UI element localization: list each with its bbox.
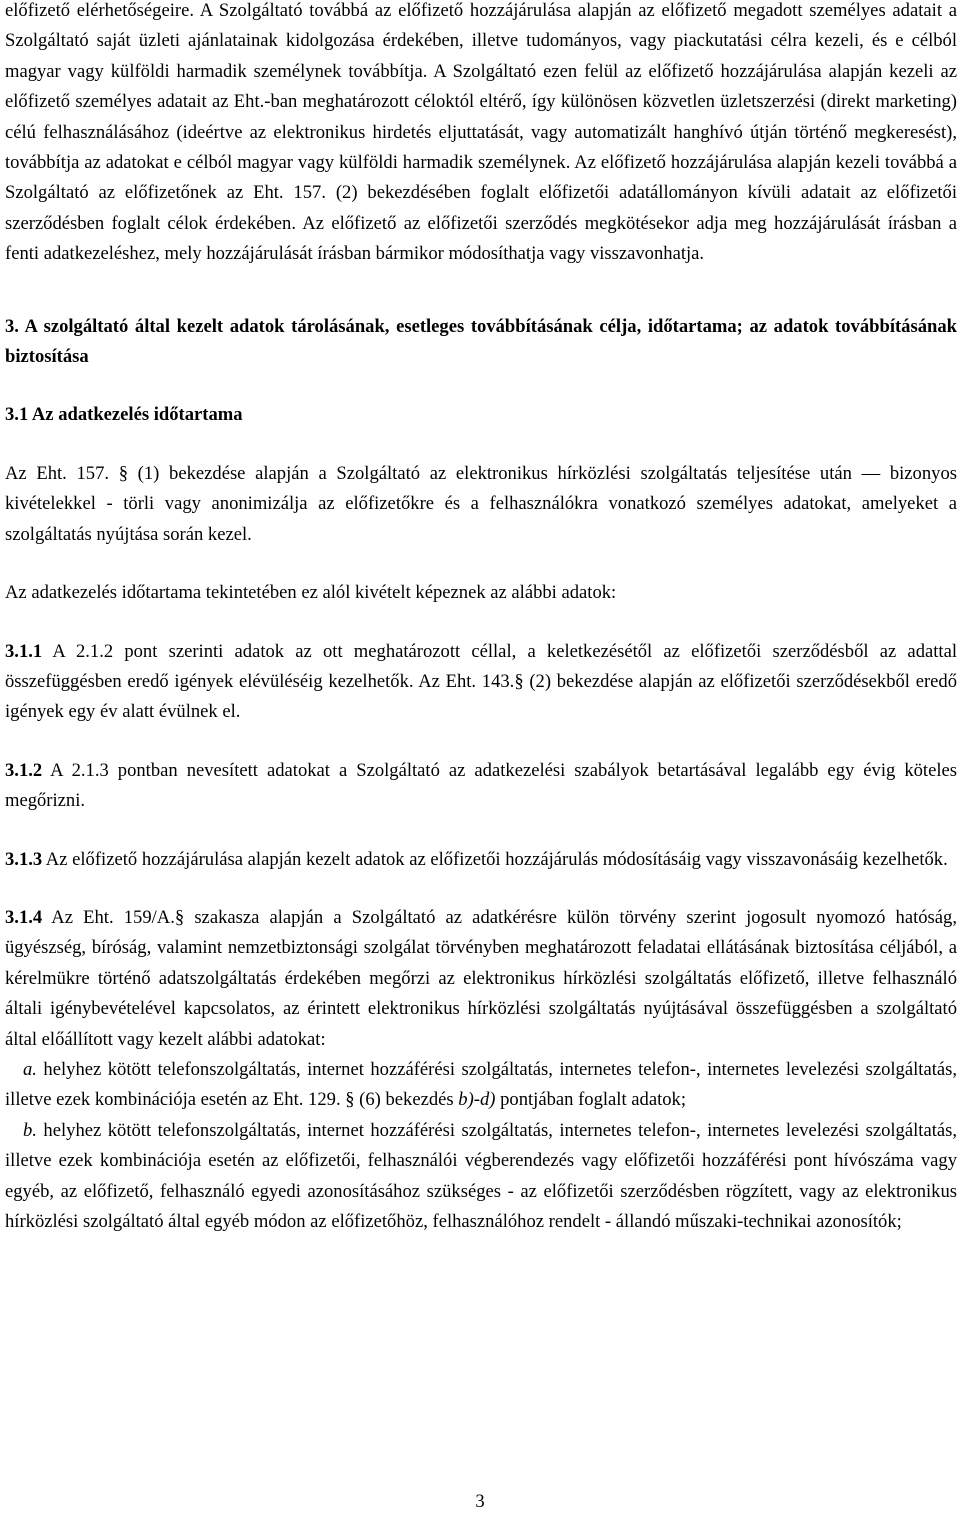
- spacer: [5, 609, 957, 637]
- spacer: [5, 431, 957, 459]
- spacer: [5, 372, 957, 400]
- section-3-1-paragraph: Az Eht. 157. § (1) bekezdése alapján a Szolgáltató az elektronikus hírközlési szolgáltatás teljesítése után — bizonyos kivételekkel - törli vagy anonimizálja az előfizetőkre és a felhasználókra vonatkozó személyes adatokat, amelyeket a szolgáltatás nyújtása során kezel.: [5, 462, 957, 545]
- consent-paragraph: [5, 0, 957, 270]
- spacer: [5, 817, 957, 845]
- list-marker-b: b.: [23, 1119, 37, 1141]
- section-3-1-heading: 3.1 Az adatkezelés időtartama: [5, 404, 243, 426]
- item-3-1-2: [5, 756, 957, 817]
- item-text: A 2.1.3 pontban nevesített adatokat a Szolgáltató az adatkezelési szabályok betartásával legalább egy évig köteles megőrizni.: [5, 759, 957, 812]
- list-tail-a: pontjában foglalt adatok;: [495, 1089, 687, 1111]
- item-text: Az előfizető hozzájárulása alapján kezelt adatok az előfizetői hozzájárulás módosításáig vagy visszavonásáig kezelhetők.: [42, 848, 948, 870]
- item-3-1-3: [5, 845, 957, 875]
- item-text: A 2.1.2 pont szerinti adatok az ott meghatározott céllal, a keletkezésétől az előfizetői szerződésből az adattal összefüggésben eredő igények elévüléséig kezelhetők. Az Eht. 143.§ (2) bekezdése alapján az előfizetői szerződésekből eredő igények egy év alatt évülnek el.: [5, 640, 957, 723]
- list-text-b: helyhez kötött telefonszolgáltatás, internet hozzáférési szolgáltatás, internetes telefon-, internetes levelezési szolgáltatás, illetve ezek kombinációja esetén az előfizetői, felhasználói végberendezés vagy előfizetői hozzáférési pont hívószáma vagy egyéb, az előfizető, felhasználó egyedi azonosításához szükséges - az előfizetői szerződésben rögzített, vagy az elektronikus hírközlési szolgáltató által egyéb módon az előfizetőhöz, felhasználóhoz rendelt - állandó műszaki-technikai azonosítók;: [5, 1119, 957, 1232]
- consent-text-3: Az előfizető hozzájárulása alapján kezeli továbbá a Szolgáltató az előfizetőnek az Eht. 157. (2) bekezdésében foglalt előfizetői adatállományon kívüli adatait az előfizetői szerződésben foglalt célok érdekében.: [5, 152, 957, 234]
- consent-text-4: Az előfizető az előfizetői szerződés megkötésekor adja meg hozzájárulását írásban a fenti adatkezeléshez, mely hozzájárulását írásban bármikor módosíthatja vagy visszavonhatja.: [5, 212, 957, 265]
- list-item-b: [5, 1116, 957, 1238]
- exceptions-intro: Az adatkezelés időtartama tekintetében ez alól kivételt képeznek az alábbi adatok:: [5, 582, 617, 604]
- spacer: [5, 728, 957, 756]
- list-item-a: [5, 1055, 957, 1116]
- item-number: 3.1.2: [5, 759, 43, 781]
- list-marker-a: a.: [23, 1058, 37, 1080]
- item-3-1-4: [5, 903, 957, 1055]
- spacer: [5, 875, 957, 903]
- page-number: 3: [475, 1491, 485, 1512]
- item-text: Az Eht. 159/A.§ szakasza alapján a Szolgáltató az adatkérésre külön törvény szerint jogosult nyomozó hatóság, ügyészség, bíróság, valamint nemzetbiztonsági szolgálat törvényben meghatározott feladatai ellátásának biztosítása céljából, a kérelmükre történő adatszolgáltatás érdekében megőrzi az elektronikus hírközlési szolgáltatás előfizető, illetve felhasználó általi igénybevételével kapcsolatos, az érintett elektronikus hírközlési szolgáltatás nyújtásával összefüggésben a szolgáltató által előállított vagy kezelt alábbi adatokat:: [5, 906, 957, 1050]
- item-number: 3.1.1: [5, 640, 43, 662]
- document-page: [5, 0, 957, 1237]
- item-number: 3.1.4: [5, 906, 43, 928]
- list-text-a: helyhez kötött telefonszolgáltatás, internet hozzáférési szolgáltatás, internetes telefon-, internetes levelezési szolgáltatás, illetve ezek kombinációja esetén az Eht. 129. § (6) bekezdés: [5, 1058, 957, 1111]
- section-3-heading: 3. A szolgáltató által kezelt adatok tárolásának, esetleges továbbításának célja, időtartama; az adatok továbbításának biztosítása: [5, 315, 957, 368]
- item-number: 3.1.3: [5, 848, 43, 870]
- consent-text-2: A Szolgáltató ezen felül az előfizető hozzájárulása alapján kezeli az előfizető személyes adatait az Eht.-ban meghatározott céloktól eltérő, így különösen közvetlen üzletszerzési (direkt marketing) célú felhasználásához (ideértve az elektronikus hirdetés eljuttatását, vagy automatizált hanghívó útján történő megkeresést), továbbítja az adatokat e célból magyar vagy külföldi harmadik személynek.: [5, 60, 957, 174]
- spacer: [5, 550, 957, 578]
- consent-text-1: előfizető elérhetőségeire. A Szolgáltató továbbá az előfizető hozzájárulása alapján az előfizető megadott személyes adatait a Szolgáltató saját üzleti ajánlatainak kidolgozása érdekében, illetve tudományos, vagy piackutatási célra kezeli, és e célból magyar vagy külföldi harmadik személynek továbbítja.: [5, 0, 957, 82]
- list-italic-ref: b)-d): [458, 1089, 496, 1111]
- spacer: [5, 270, 957, 312]
- item-3-1-1: [5, 637, 957, 728]
